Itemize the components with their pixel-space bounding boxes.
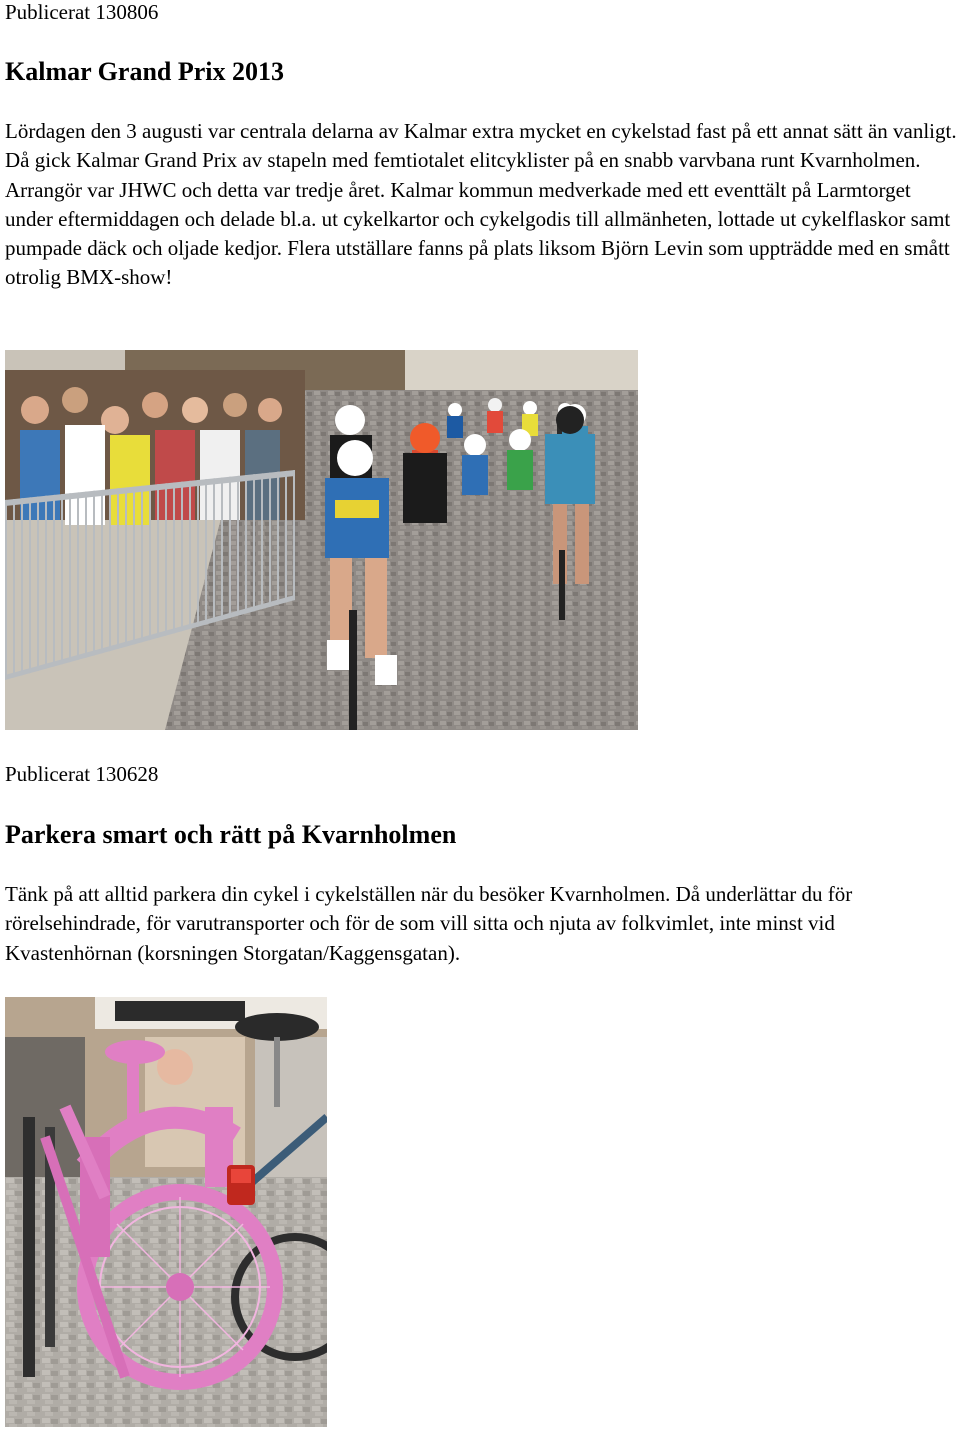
article-body-wrapper [5,880,957,968]
article-title-wrapper [5,820,957,850]
article-title-wrapper [5,57,957,87]
article-title: Kalmar Grand Prix 2013 [5,57,285,86]
published-date: Publicerat 130806 [5,0,159,24]
article-body: Tänk på att alltid parkera din cykel i cykelställen när du besöker Kvarnholmen. Då underlättar du för rörelsehindrade, för varutransporter och för de som vill sitta och njuta av folkvimlet, inte minst vid Kvastenhörnan (korsningen Storgatan/Kaggensgatan). [5,882,853,965]
article-title: Parkera smart och rätt på Kvarnholmen [5,820,457,849]
published-date: Publicerat 130628 [5,762,159,786]
cycling-race-photo [5,350,638,730]
pink-bicycle-photo [5,997,327,1427]
article-body: Lördagen den 3 augusti var centrala delarna av Kalmar extra mycket en cykelstad fast på ett annat sätt än vanligt. Då gick Kalmar Grand Prix av stapeln med femtiotalet elitcyklister på en snabb varvbana runt Kvarnholmen. Arrangör var JHWC och detta var tredje året. Kalmar kommun medverkade med ett eventtält på Larmtorget under eftermiddagen och delade bl.a. ut cykelkartor och cykelgodis till allmänheten, lottade ut cykelflaskor samt pumpade däck och oljade kedjor. Flera utställare fanns på plats liksom Björn Levin som uppträdde med en smått otrolig BMX-show! [5,119,957,290]
article-parkera-smart [5,762,957,786]
article-body-wrapper [5,117,957,293]
article-kalmar-grand-prix [5,0,957,24]
